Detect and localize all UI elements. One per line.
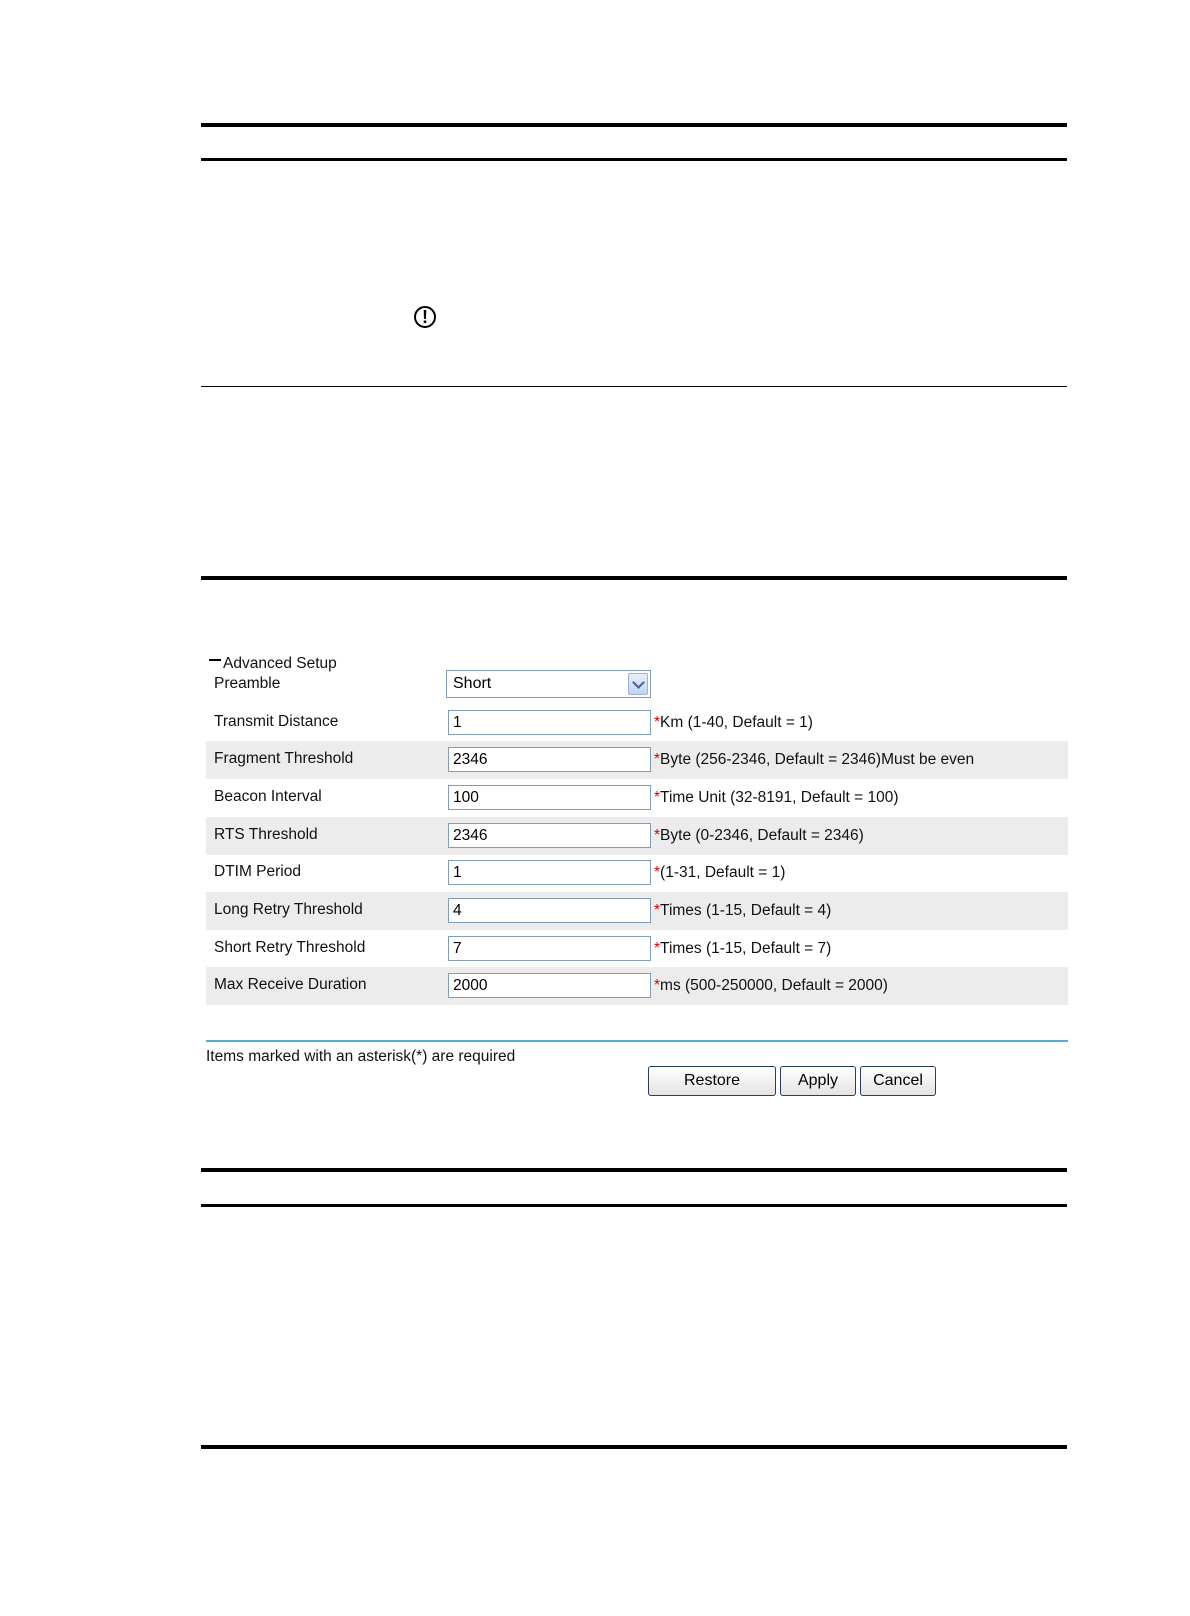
beacon-interval-row — [206, 779, 1068, 817]
short-retry-threshold-row — [206, 930, 1068, 968]
hint-text: ms (500-250000, Default = 2000) — [660, 977, 888, 994]
cancel-button[interactable]: Cancel — [860, 1066, 936, 1096]
short-retry-threshold-input[interactable] — [448, 936, 651, 961]
required-asterisk: * — [654, 902, 661, 919]
apply-button[interactable]: Apply — [780, 1066, 856, 1096]
fragment-threshold-label: Fragment Threshold — [214, 750, 354, 767]
dtim-period-row — [206, 854, 1068, 892]
second-table-top-rule — [201, 1168, 1067, 1172]
preamble-select[interactable] — [446, 670, 651, 698]
form-divider — [206, 1040, 1068, 1042]
transmit-distance-hint — [654, 714, 813, 732]
preamble-selected-value: Short — [453, 675, 492, 692]
advanced-setup-panel — [206, 646, 1068, 1096]
max-receive-duration-hint — [654, 977, 888, 995]
collapse-icon[interactable] — [209, 659, 221, 661]
dtim-period-hint — [654, 864, 785, 882]
table-header-rule — [201, 158, 1067, 161]
advanced-setup-title: Advanced Setup — [223, 655, 337, 672]
required-asterisk: * — [654, 940, 661, 957]
required-asterisk: * — [654, 714, 661, 731]
table-bottom-rule — [201, 386, 1067, 387]
beacon-interval-input[interactable] — [448, 785, 651, 810]
transmit-distance-row — [206, 704, 1068, 742]
hint-text: (1-31, Default = 1) — [660, 864, 786, 881]
rts-threshold-label: RTS Threshold — [214, 826, 318, 843]
long-retry-threshold-hint — [654, 902, 831, 920]
long-retry-threshold-row — [206, 892, 1068, 930]
important-icon: ! — [414, 306, 436, 328]
table-top-rule — [201, 123, 1067, 127]
long-retry-threshold-label: Long Retry Threshold — [214, 901, 363, 918]
hint-text: Km (1-40, Default = 1) — [660, 714, 813, 731]
short-retry-threshold-hint — [654, 940, 831, 958]
long-retry-threshold-input[interactable] — [448, 898, 651, 923]
max-receive-duration-row — [206, 967, 1068, 1005]
required-asterisk: * — [654, 864, 661, 881]
dtim-period-label: DTIM Period — [214, 863, 301, 880]
hint-text: Byte (256-2346, Default = 2346)Must be even — [660, 751, 975, 768]
hint-text: Byte (0-2346, Default = 2346) — [660, 827, 864, 844]
rts-threshold-input[interactable] — [448, 823, 651, 848]
max-receive-duration-label: Max Receive Duration — [214, 976, 367, 993]
hint-text: Times (1-15, Default = 4) — [660, 902, 832, 919]
transmit-distance-input[interactable] — [448, 710, 651, 735]
required-note: Items marked with an asterisk(*) are required — [206, 1048, 516, 1065]
required-asterisk: * — [654, 751, 661, 768]
transmit-distance-label: Transmit Distance — [214, 713, 339, 730]
dropdown-button[interactable] — [628, 673, 648, 695]
beacon-interval-label: Beacon Interval — [214, 788, 322, 805]
restore-button[interactable]: Restore — [648, 1066, 776, 1096]
required-asterisk: * — [654, 789, 661, 806]
short-retry-threshold-label: Short Retry Threshold — [214, 939, 366, 956]
required-asterisk: * — [654, 827, 661, 844]
figure-top-rule — [201, 576, 1067, 580]
fragment-threshold-row — [206, 741, 1068, 779]
chevron-down-icon — [632, 676, 645, 689]
dtim-period-input[interactable] — [448, 860, 651, 885]
preamble-label: Preamble — [214, 675, 281, 692]
beacon-interval-hint — [654, 789, 899, 807]
preamble-row — [206, 666, 1068, 704]
required-asterisk: * — [654, 977, 661, 994]
fragment-threshold-hint — [654, 751, 974, 769]
second-table-header-rule — [201, 1204, 1067, 1207]
max-receive-duration-input[interactable] — [448, 973, 651, 998]
rts-threshold-hint — [654, 827, 864, 845]
second-table-bottom-rule — [201, 1445, 1067, 1449]
fragment-threshold-input[interactable] — [448, 747, 651, 772]
rts-threshold-row — [206, 817, 1068, 855]
hint-text: Times (1-15, Default = 7) — [660, 940, 832, 957]
hint-text: Time Unit (32-8191, Default = 100) — [660, 789, 899, 806]
